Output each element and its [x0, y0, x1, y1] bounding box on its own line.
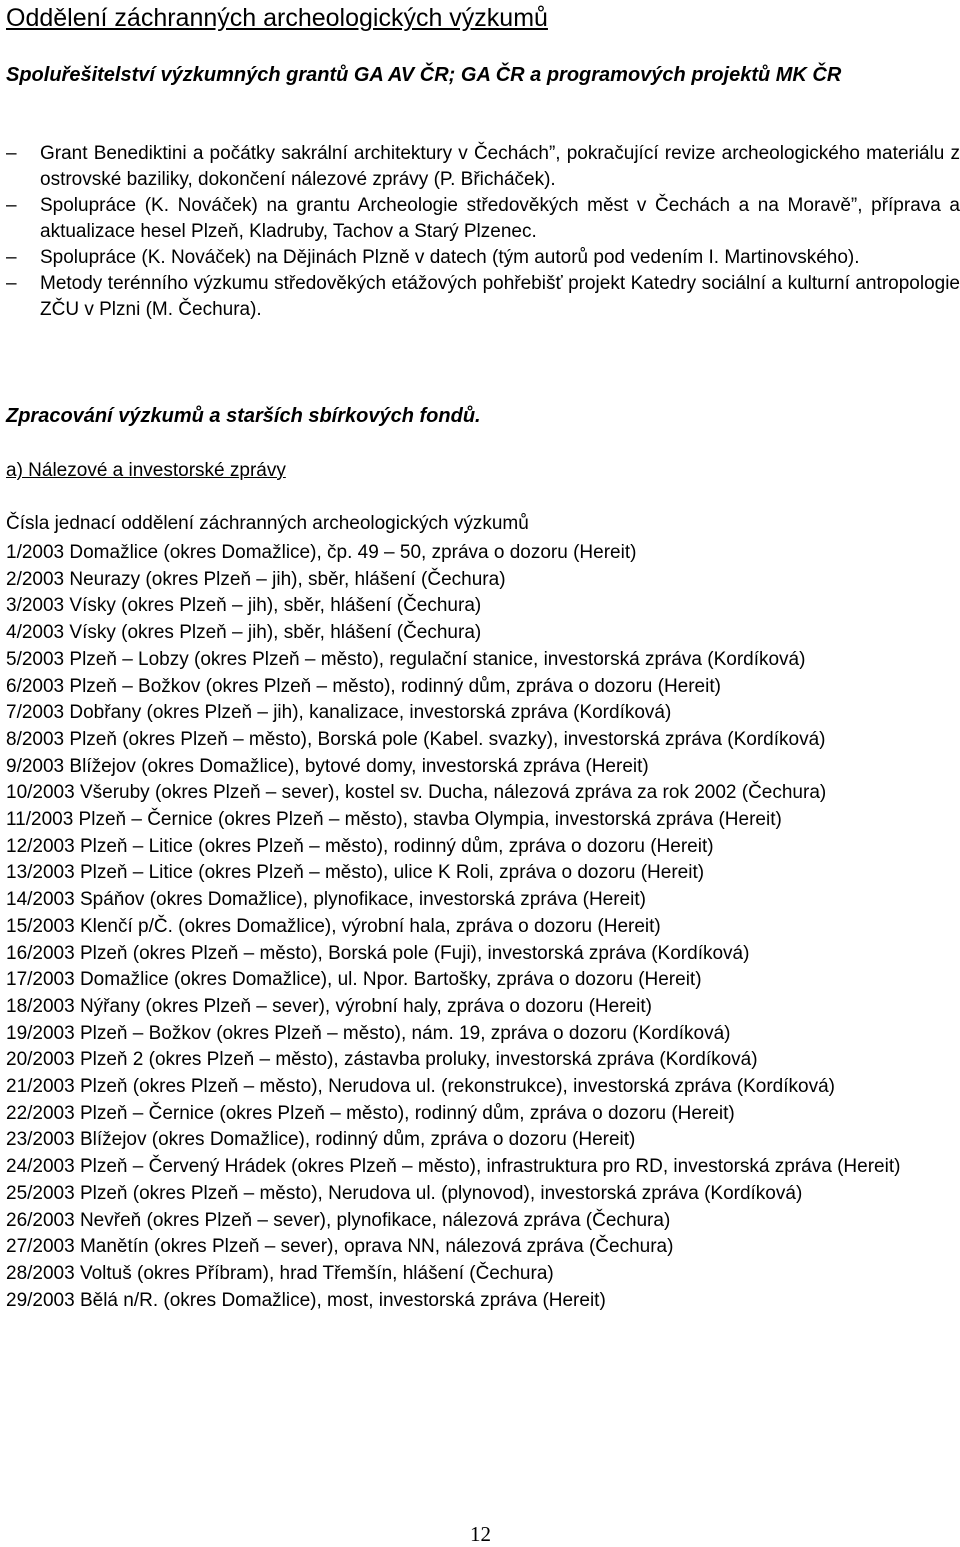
- list-item: 20/2003 Plzeň 2 (okres Plzeň – město), zástavba proluky, investorská zpráva (Kordíková): [6, 1049, 758, 1071]
- list-item: 16/2003 Plzeň (okres Plzeň – město), Borská pole (Fuji), investorská zpráva (Kordíková): [6, 942, 750, 964]
- dash-marker: –: [6, 273, 17, 294]
- list-item: 5/2003 Plzeň – Lobzy (okres Plzeň – město), regulační stanice, investorská zpráva (Kordíková): [6, 648, 806, 670]
- page-number: 12: [470, 1522, 491, 1546]
- dash-marker: –: [6, 195, 17, 216]
- list-item: 23/2003 Blížejov (okres Domažlice), rodinný dům, zpráva o dozoru (Hereit): [6, 1129, 636, 1151]
- records-list: [6, 540, 960, 1314]
- dash-marker: –: [6, 247, 17, 268]
- grant-bullet-list: [6, 141, 960, 323]
- list-item: 2/2003 Neurazy (okres Plzeň – jih), sběr, hlášení (Čechura): [6, 568, 506, 590]
- list-item: 12/2003 Plzeň – Litice (okres Plzeň – město), rodinný dům, zpráva o dozoru (Hereit): [6, 835, 714, 857]
- records-list-heading: Čísla jednací oddělení záchranných archeologických výzkumů: [6, 513, 529, 534]
- list-item: 24/2003 Plzeň – Červený Hrádek (okres Plzeň – město), infrastruktura pro RD, investorská zpráva (Hereit): [6, 1156, 901, 1178]
- list-item: 27/2003 Manětín (okres Plzeň – sever), oprava NN, nálezová zpráva (Čechura): [6, 1236, 674, 1258]
- bullet-text: Spolupráce (K. Nováček) na Dějinách Plzně v datech (tým autorů pod vedením I. Martinovského).: [40, 247, 860, 268]
- list-item: 19/2003 Plzeň – Božkov (okres Plzeň – město), nám. 19, zpráva o dozoru (Kordíková): [6, 1022, 731, 1044]
- list-item: 1/2003 Domažlice (okres Domažlice), čp. 49 – 50, zpráva o dozoru (Hereit): [6, 542, 637, 563]
- list-item: 11/2003 Plzeň – Černice (okres Plzeň – město), stavba Olympia, investorská zpráva (Hereit): [6, 809, 782, 831]
- list-item: 18/2003 Nýřany (okres Plzeň – sever), výrobní haly, zpráva o dozoru (Hereit): [6, 995, 652, 1017]
- list-item: 7/2003 Dobřany (okres Plzeň – jih), kanalizace, investorská zpráva (Kordíková): [6, 702, 672, 724]
- bullet-item: [6, 271, 960, 323]
- list-item: 28/2003 Voltuš (okres Příbram), hrad Třemšín, hlášení (Čechura): [6, 1262, 554, 1284]
- bullet-text: Grant Benediktini a počátky sakrální architektury v Čechách”, pokračující revize archeologického materiálu z ostrovské baziliky, dokončení nálezové zprávy (P. Břicháček).: [40, 143, 960, 190]
- list-item: 29/2003 Bělá n/R. (okres Domažlice), most, investorská zpráva (Hereit): [6, 1289, 606, 1311]
- list-item: 17/2003 Domažlice (okres Domažlice), ul. Npor. Bartošky, zpráva o dozoru (Hereit): [6, 969, 702, 991]
- bullet-text: Metody terénního výzkumu středověkých etážových pohřebišť projekt Katedry sociální a kulturní antropologie ZČU v Plzni (M. Čechura).: [40, 273, 960, 320]
- list-item: 9/2003 Blížejov (okres Domažlice), bytové domy, investorská zpráva (Hereit): [6, 755, 649, 777]
- grants-subtitle: Spoluřešitelství výzkumných grantů GA AV ČR; GA ČR a programových projektů MK ČR: [6, 64, 842, 86]
- list-item: 14/2003 Spáňov (okres Domažlice), plynofikace, investorská zpráva (Hereit): [6, 889, 646, 911]
- bullet-item: [6, 245, 960, 271]
- list-item: 10/2003 Všeruby (okres Plzeň – sever), kostel sv. Ducha, nálezová zpráva za rok 2002 (Čechura): [6, 782, 827, 804]
- page-title: Oddělení záchranných archeologických výzkumů: [6, 4, 548, 32]
- list-item: 26/2003 Nevřeň (okres Plzeň – sever), plynofikace, nálezová zpráva (Čechura): [6, 1209, 671, 1231]
- section-heading: Zpracování výzkumů a starších sbírkových fondů.: [6, 405, 481, 427]
- bullet-item: [6, 141, 960, 193]
- list-item: 25/2003 Plzeň (okres Plzeň – město), Nerudova ul. (plynovod), investorská zpráva (Kordíková): [6, 1182, 803, 1204]
- subsection-heading: a) Nálezové a investorské zprávy: [6, 460, 286, 481]
- bullet-item: [6, 193, 960, 245]
- bullet-text: Spolupráce (K. Nováček) na grantu Archeologie středověkých měst v Čechách a na Moravě”, příprava a aktualizace hesel Plzeň, Kladruby, Tachov a Starý Plzenec.: [40, 195, 960, 242]
- list-item: 21/2003 Plzeň (okres Plzeň – město), Nerudova ul. (rekonstrukce), investorská zpráva (Kordíková): [6, 1076, 835, 1098]
- dash-marker: –: [6, 143, 17, 164]
- list-item: 3/2003 Vísky (okres Plzeň – jih), sběr, hlášení (Čechura): [6, 595, 482, 617]
- list-item: 6/2003 Plzeň – Božkov (okres Plzeň – město), rodinný dům, zpráva o dozoru (Hereit): [6, 675, 721, 697]
- list-item: 22/2003 Plzeň – Černice (okres Plzeň – město), rodinný dům, zpráva o dozoru (Hereit): [6, 1102, 735, 1124]
- list-item: 4/2003 Vísky (okres Plzeň – jih), sběr, hlášení (Čechura): [6, 622, 482, 644]
- list-item: 15/2003 Klenčí p/Č. (okres Domažlice), výrobní hala, zpráva o dozoru (Hereit): [6, 915, 661, 937]
- list-item: 13/2003 Plzeň – Litice (okres Plzeň – město), ulice K Roli, zpráva o dozoru (Hereit): [6, 862, 705, 884]
- list-item: 8/2003 Plzeň (okres Plzeň – město), Borská pole (Kabel. svazky), investorská zpráva (Kordíková): [6, 728, 826, 750]
